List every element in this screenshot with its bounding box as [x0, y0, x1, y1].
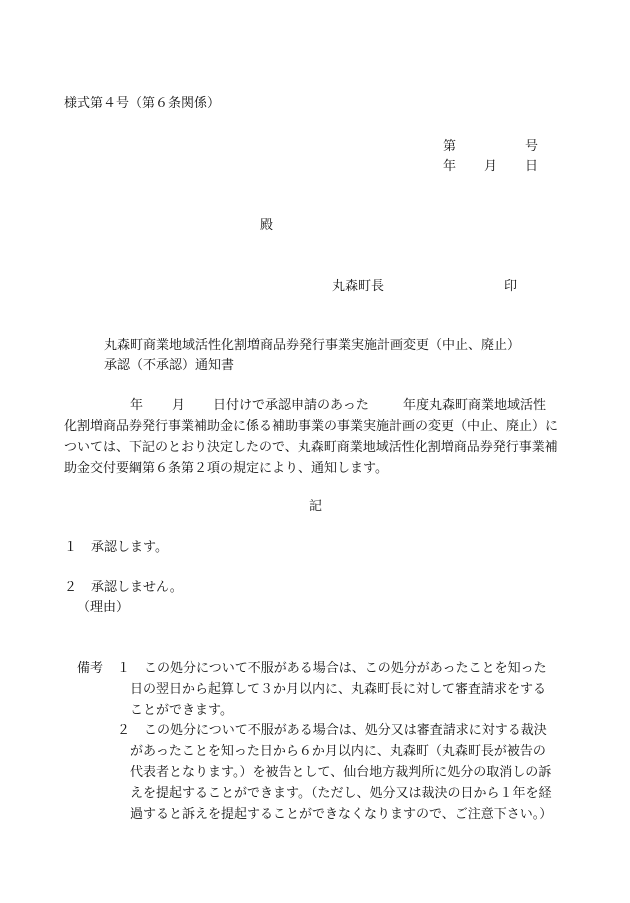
addressee-honorific: 殿 — [260, 218, 274, 233]
ki-heading: 記 — [309, 499, 323, 514]
item-2-text: 承認しません。 — [91, 580, 183, 595]
sender-name: 丸森町長 — [332, 279, 385, 294]
note-2-line-2: があったことを知った日から６か月以内に、丸森町（丸森町長が被告の — [130, 744, 546, 759]
note-2-line-5: 過すると訴えを提起することができなくなりますので、ご注意下さい。） — [130, 807, 553, 822]
item-1-text: 承認します。 — [91, 540, 168, 555]
body-application-date-text: 日付けで承認申請のあった — [213, 398, 369, 413]
body-line-2: 化割増商品券発行事業補助金に係る補助事業の事業実施計画の変更（中止、廃止）に — [64, 419, 559, 434]
body-year: 年 — [130, 398, 144, 413]
body-line-3: ついては、下記のとおり決定したので、丸森町商業地域活性化割増商品券発行事業補 — [64, 440, 558, 455]
document-title-line-2: 承認（不承認）通知書 — [104, 358, 235, 373]
note-1-line-3: ことができます。 — [130, 703, 233, 718]
body-line-4: 助金交付要綱第６条第２項の規定により、通知します。 — [64, 461, 388, 476]
body-fiscal-year-text: 年度丸森町商業地域活性 — [403, 398, 547, 413]
note-2-line-4: えを提起することができます。（ただし、処分又は裁決の日から１年を経 — [130, 786, 552, 801]
note-2-line-3: 代表者となります。）を被告として、仙台地方裁判所に処分の取消しの訴 — [130, 765, 552, 780]
note-1-number: １ — [117, 661, 131, 676]
document-number-suffix: 号 — [525, 139, 539, 154]
note-1-line-2: 日の翌日から起算して３か月以内に、丸森町長に対して審査請求をする — [130, 682, 547, 697]
body-month: 月 — [172, 398, 186, 413]
item-2-number: ２ — [64, 580, 78, 595]
reason-label: （理由） — [77, 600, 130, 615]
date-month: 月 — [484, 159, 498, 174]
note-2-line-1: この処分について不服がある場合は、処分又は審査請求に対する裁決 — [144, 723, 547, 738]
notes-label: 備考 — [77, 661, 104, 676]
date-year: 年 — [443, 159, 457, 174]
note-1-line-1: この処分について不服がある場合は、この処分があったことを知った — [144, 661, 547, 676]
seal-mark: 印 — [504, 279, 518, 294]
item-1-number: １ — [64, 540, 78, 555]
note-2-number: ２ — [117, 723, 131, 738]
document-number-prefix: 第 — [443, 139, 457, 154]
date-day: 日 — [525, 159, 539, 174]
document-title-line-1: 丸森町商業地域活性化割増商品券発行事業実施計画変更（中止、廃止） — [104, 338, 521, 353]
form-label: 様式第４号（第６条関係） — [64, 96, 221, 111]
